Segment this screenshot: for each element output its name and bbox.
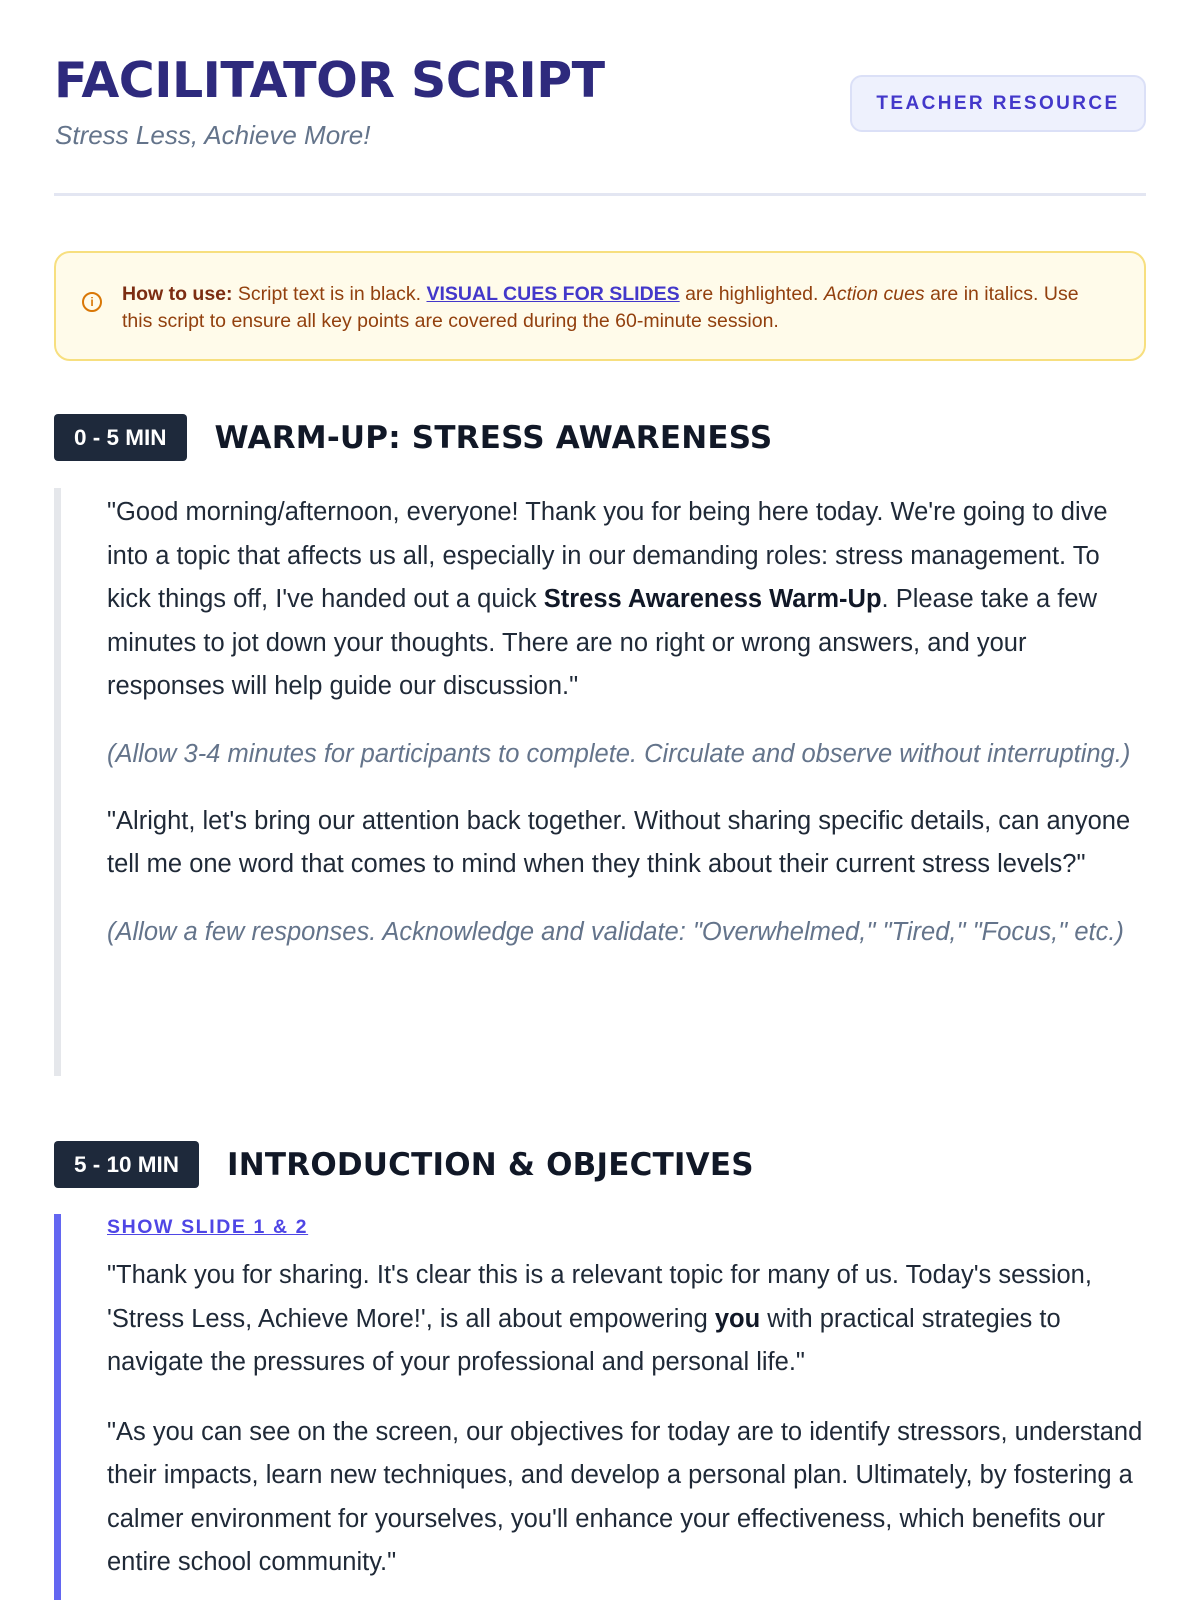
action-cue: (Allow a few responses. Acknowledge and validate: "Overwhelmed," "Tired," "Focus," etc.) [107,917,1124,946]
script-emphasis: you [714,1304,761,1333]
visual-cues-link[interactable]: VISUAL CUES FOR SLIDES [426,283,680,305]
section-title: WARM-UP: STRESS AWARENESS [214,419,773,456]
page-subtitle: Stress Less, Achieve More! [55,120,371,150]
time-badge: 0 - 5 MIN [54,414,187,461]
script-paragraph: "As you can see on the screen, our objectives for today are to identify stressors, understand their impacts, learn new techniques, and develop a personal plan. Ultimately, by fostering a calmer environment for yourselves, you'll enhance your effectiveness, which benefits our entire school community." [107,1417,1143,1576]
script-paragraph: "Alright, let's bring our attention back together. Without sharing specific details, can anyone tell me one word that comes to mind when they think about their current stress levels?" [107,806,1131,878]
script-text: "Thank you for sharing. It's clear this is a relevant topic for many of us. Today's session, 'Stress Less, Achieve More!', is all about empowering [107,1261,1092,1333]
script-emphasis: Stress Awareness Warm-Up [543,585,882,613]
teacher-resource-badge: TEACHER RESOURCE [850,75,1146,132]
notice-text-1: Script text is in black. [232,283,427,305]
section-introduction-script [54,1214,1146,1600]
script-text: . Please take a few minutes to jot down your thoughts. There are no right or wrong answers, and your responses will help guide our discussion." [107,585,1097,700]
section-warm-up-script [54,488,1146,1076]
section-title: INTRODUCTION & OBJECTIVES [227,1146,754,1183]
action-cues-label: Action cues [823,283,925,305]
info-circle-icon: i [82,292,102,312]
notice-lead: How to use: [122,283,233,305]
script-paragraph [107,1254,1146,1385]
script-paragraph [107,491,1146,709]
section-introduction-header [54,1141,754,1188]
time-badge: 5 - 10 MIN [54,1141,199,1188]
notice-text-2: are highlighted. [679,283,824,305]
page-header [54,0,1146,196]
script-text: "Good morning/afternoon, everyone! Thank you for being here today. We're going to dive into a topic that affects us all, especially in our demanding roles: stress management. To kick things off, I've handed out a quick [107,498,1108,613]
section-warm-up-header [54,414,772,461]
how-to-use-notice [54,251,1146,361]
notice-text-3: are in italics. Use this script to ensure all key points are covered during the 60-minute session. [122,283,1079,332]
show-slide-cue[interactable]: SHOW SLIDE 1 & 2 [107,1216,309,1238]
action-cue: (Allow 3-4 minutes for participants to complete. Circulate and observe without interrupting.) [107,739,1131,768]
notice-text [122,281,1114,335]
script-text: with practical strategies to navigate the pressures of your professional and personal life." [107,1304,1061,1376]
page-title: FACILITATOR SCRIPT [54,52,605,109]
